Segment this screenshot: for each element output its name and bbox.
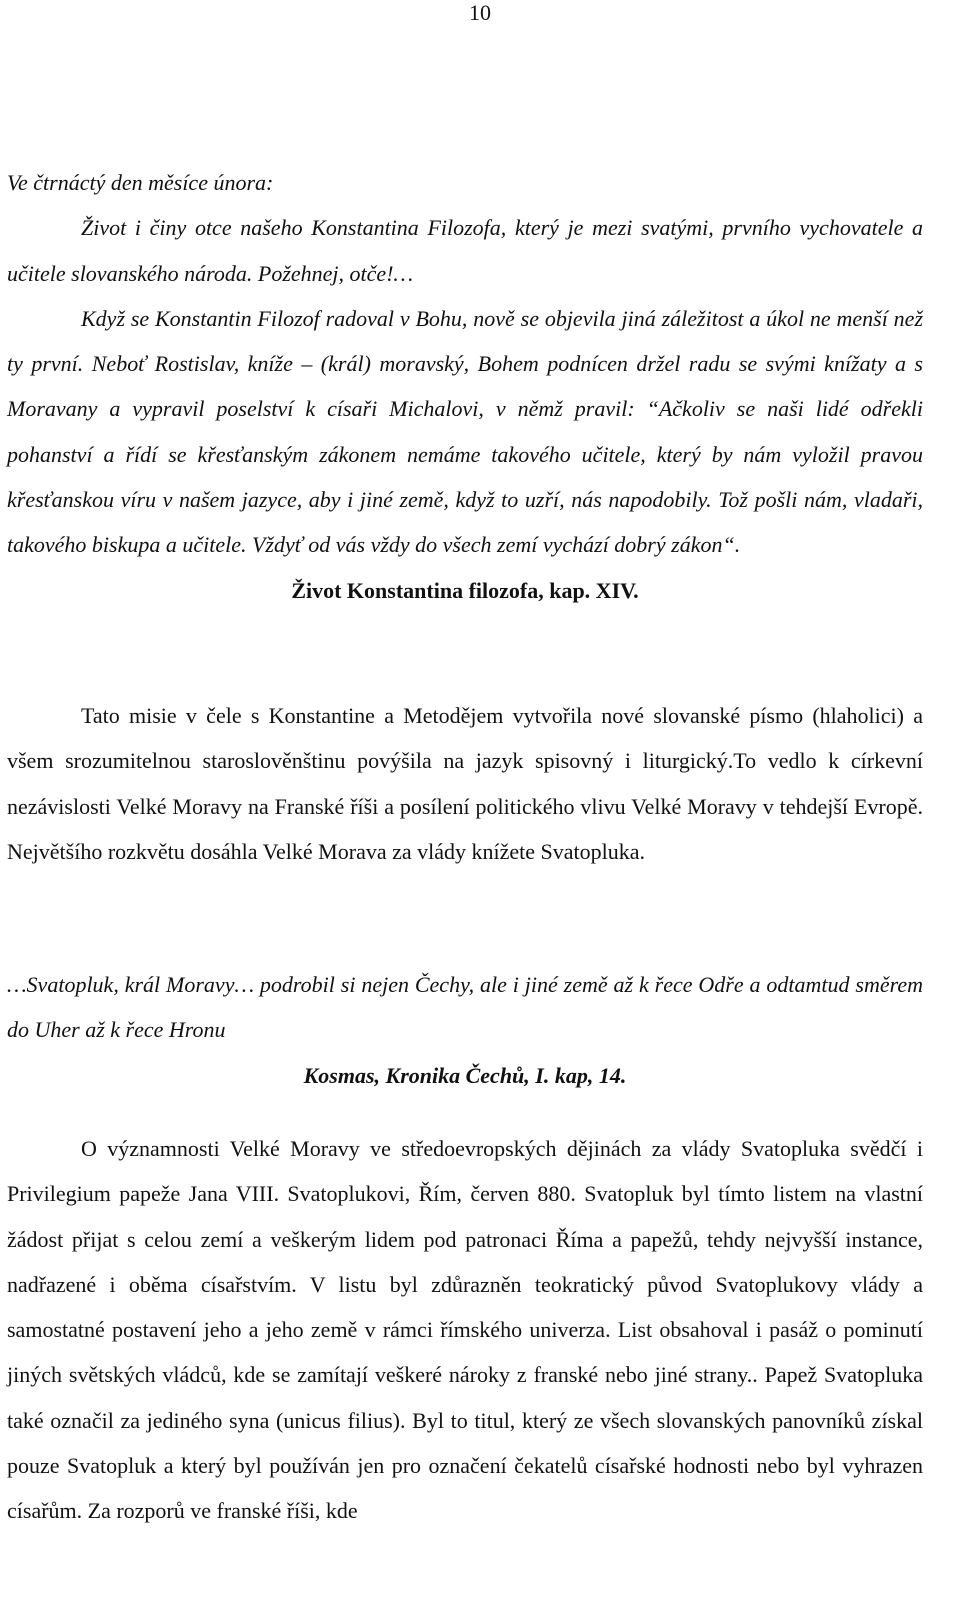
- quote-kosmas: [7, 962, 923, 1098]
- quote-kosmas-text: …Svatopluk, král Moravy… podrobil si nejen Čechy, ale i jiné země až k řece Odře a odtamtud směrem do Uher až k řece Hronu: [7, 972, 923, 1043]
- quote-life-of-constantine: [7, 160, 923, 613]
- paragraph-mission: Tato misie v čele s Konstantine a Metodějem vytvořila nové slovanské písmo (hlaholici) a všem srozumitelnou staroslověnštinu povýšila na jazyk spisovný i liturgický.To vedlo k církevní nezávislosti Velké Moravy na Franské říši a posílení politického vlivu Velké Moravy v tehdejší Evropě. Největšího rozkvětu dosáhla Velké Morava za vlády knížete Svatopluka.: [7, 703, 923, 864]
- quote-line-a: Život i činy otce našeho Konstantina Filozofa, který je mezi svatými, prvního vychovatele a učitele slovanského národa. Požehnej, otče!…: [7, 215, 923, 286]
- page-number: 10: [469, 0, 491, 25]
- quote-source: Život Konstantina filozofa, kap. XIV.: [291, 577, 639, 603]
- quote-line-b: Když se Konstantin Filozof radoval v Bohu, nově se objevila jiná záležitost a úkol ne menší než ty první. Neboť Rostislav, kníže – (král) moravský, Bohem podnícen držel radu se svými knížaty a s Moravany a vypravil poselství k císaři Michalovi, v němž pravil: “Ačkoliv se naši lidé odřekli pohanství a řídí se křesťanským zákonem nemáme takového učitele, který by nám vyložil pravou křesťanskou víru v našem jazyce, aby i jiné země, když to uzří, nás napodobily. Tož pošli nám, vladaři, takového biskupa a učitele. Vždyť od vás vždy do všech zemí vychází dobrý zákon“.: [7, 305, 923, 558]
- paragraph-privilege: O významnosti Velké Moravy ve středoevropských dějinách za vlády Svatopluka svědčí i Privilegium papeže Jana VIII. Svatoplukovi, Řím, červen 880. Svatopluk byl tímto listem na vlastní žádost přijat s celou zemí a veškerým lidem pod patronaci Říma a papežů, tehdy nejvyšší instance, nadřazené i oběma císařstvím. V listu byl zdůrazněn teokratický původ Svatoplukovy vlády a samostatné postavení jeho a jeho země v rámci římského univerza. List obsahoval i pasáž o pominutí jiných světských vládců, kde se zamítají veškeré nároky z franské nebo jiné strany.. Papež Svatopluka také označil za jediného syna (unicus filius). Byl to titul, který ze všech slovanských panovníků získal pouze Svatopluk a který byl používán jen pro označení čekatelů císařské hodnosti nebo byl vyhrazen císařům. Za rozporů ve franské říši, kde: [7, 1136, 923, 1524]
- quote-heading: Ve čtrnáctý den měsíce února:: [7, 170, 274, 195]
- quote-kosmas-source: Kosmas, Kronika Čechů, I. kap, 14.: [303, 1062, 627, 1088]
